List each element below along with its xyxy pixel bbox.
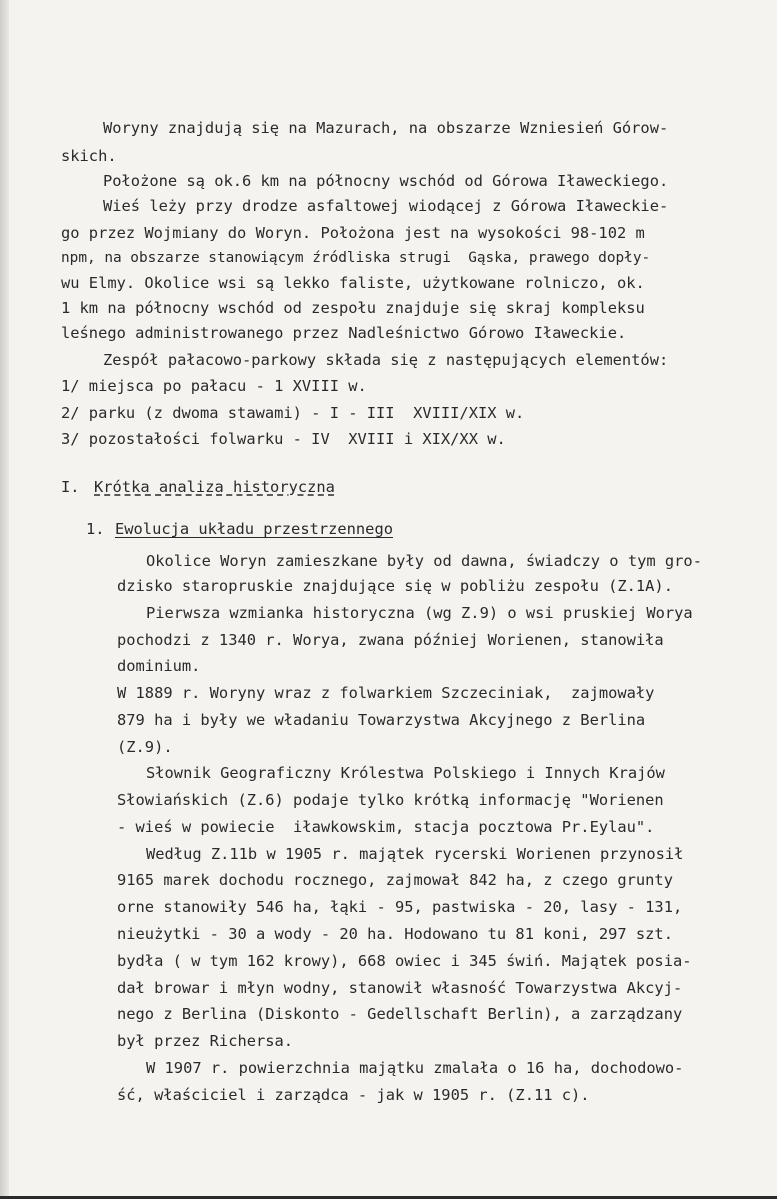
text-line: pochodzi z 1340 r. Worya, zwana później Worienen, stanowiła [117, 631, 664, 649]
text-line: nieużytki - 30 a wody - 20 ha. Hodowano tu 81 koni, 297 szt. [117, 925, 673, 943]
text-line: leśnego administrowanego przez Nadleśnictwo Górowo Iławeckie. [61, 324, 627, 342]
text-line: nego z Berlina (Diskonto - Gedellschaft Berlin), a zarządzany [117, 1005, 683, 1023]
text-line: Położone są ok.6 km na północny wschód od Górowa Iławeckiego. [103, 172, 669, 190]
text-line: Słownik Geograficzny Królestwa Polskiego i Innych Krajów [146, 764, 665, 782]
text-line: Okolice Woryn zamieszkane były od dawna, świadczy o tym gro- [146, 552, 702, 570]
text-line: Według Z.11b w 1905 r. majątek rycerski Worienen przynosił [146, 845, 684, 863]
subsection-heading: Ewolucja układu przestrzennego [115, 520, 393, 538]
text-line: Wieś leży przy drodze asfaltowej wiodącej z Górowa Iławeckie- [103, 197, 669, 215]
text-line: skich. [61, 147, 117, 165]
list-item: 2/ parku (z dwoma stawami) - I - III XVIII/XIX w. [61, 404, 525, 422]
text-line: dominium. [117, 657, 201, 675]
text-line: wu Elmy. Okolice wsi są lekko faliste, użytkowane rolniczo, ok. [61, 274, 645, 292]
text-line: Pierwsza wzmianka historyczna (wg Z.9) o wsi pruskiej Worya [146, 604, 693, 622]
text-line: orne stanowiły 546 ha, łąki - 95, pastwiska - 20, lasy - 131, [117, 898, 683, 916]
text-line: Słowiańskich (Z.6) podaje tylko krótką informację "Worienen [117, 791, 664, 809]
page-left-edge [0, 0, 9, 1199]
text-line: (Z.9). [117, 738, 173, 756]
text-line: dzisko staropruskie znajdujące się w pobliżu zespołu (Z.1A). [117, 577, 673, 595]
list-item: 1/ miejsca po pałacu - 1 XVIII w. [61, 377, 367, 395]
text-line: Zespół pałacowo-parkowy składa się z następujących elementów: [103, 351, 669, 369]
text-line: był przez Richersa. [117, 1032, 294, 1050]
text-line: - wieś w powiecie iławkowskim, stacja pocztowa Pr.Eylau". [117, 818, 655, 836]
text-line: Woryny znajdują się na Mazurach, na obszarze Wzniesień Górow- [103, 119, 669, 137]
text-line: npm, na obszarze stanowiącym źródliska strugi Gąska, prawego dopły- [61, 250, 651, 266]
text-line: W 1889 r. Woryny wraz z folwarkiem Szczeciniak, zajmowały [117, 684, 655, 702]
text-line: dał browar i młyn wodny, stanowił własność Towarzystwa Akcyj- [117, 979, 683, 997]
text-line: ść, właściciel i zarządca - jak w 1905 r. (Z.11 c). [117, 1086, 590, 1104]
section-number: I. [61, 478, 80, 496]
text-line: 1 km na północny wschód od zespołu znajduje się skraj kompleksu [61, 299, 645, 317]
text-line: 9165 marek dochodu rocznego, zajmował 842 ha, z czego grunty [117, 871, 673, 889]
text-line: go przez Wojmiany do Woryn. Położona jest na wysokości 98-102 m [61, 224, 645, 242]
subsection-number: 1. [86, 520, 105, 538]
text-line: W 1907 r. powierzchnia majątku zmalała o 16 ha, dochodowo- [146, 1059, 684, 1077]
section-heading: Krótka analiza historyczna [94, 478, 335, 496]
text-line: bydła ( w tym 162 krowy), 668 owiec i 345 świń. Majątek posia- [117, 952, 692, 970]
list-item: 3/ pozostałości folwarku - IV XVIII i XIX/XX w. [61, 430, 506, 448]
text-line: 879 ha i były we władaniu Towarzystwa Akcyjnego z Berlina [117, 711, 646, 729]
